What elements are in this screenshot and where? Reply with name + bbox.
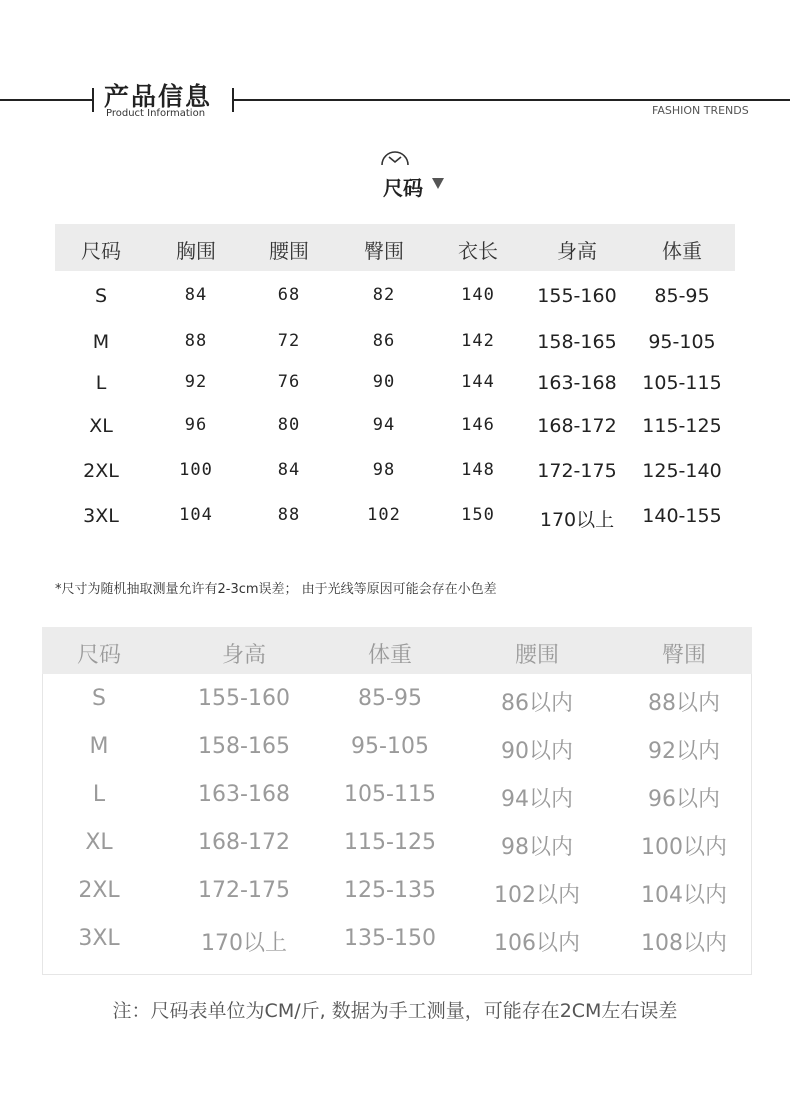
table1-cell: 102 (367, 505, 401, 525)
table2-cell: 125-135 (344, 878, 436, 903)
table1-cell: 84 (184, 285, 208, 305)
table2-cell: 106以内 (494, 931, 580, 956)
table1-cell: 92 (184, 372, 208, 392)
table1-cell: 115-125 (642, 415, 722, 437)
table1-cell: 84 (277, 460, 301, 480)
table1-cell: XL (89, 415, 113, 437)
table2-cell: XL (85, 830, 113, 855)
table2-cell: 90以内 (501, 739, 573, 764)
table2-cell: 2XL (78, 878, 120, 903)
table2-cell: 170以上 (201, 931, 287, 956)
size-heading: 尺码 (383, 176, 423, 200)
table2-cell: 105-115 (344, 782, 436, 807)
table1-cell: 95-105 (648, 331, 716, 353)
table1-header-cell: 体重 (662, 239, 702, 263)
table2-cell: 95-105 (351, 734, 429, 759)
table1-cell: 144 (461, 372, 495, 392)
table1-header-cell: 臀围 (364, 239, 404, 263)
table1-cell: 172-175 (537, 460, 617, 482)
measurement-note: *尺寸为随机抽取测量允许有2-3cm误差； 由于光线等原因可能会存在小色差 (55, 582, 497, 597)
table1-cell: 158-165 (537, 331, 617, 353)
table1-cell: 3XL (83, 505, 119, 527)
table2-cell: 172-175 (198, 878, 290, 903)
table1-cell: 2XL (83, 460, 119, 482)
table1-cell: 96 (184, 415, 208, 435)
table2-cell: 158-165 (198, 734, 290, 759)
table1-cell: L (95, 372, 107, 394)
table1-cell: 85-95 (654, 285, 710, 307)
table1-cell: 140 (461, 285, 495, 305)
table1-header-cell: 胸围 (176, 239, 216, 263)
header-title: 产品信息 (104, 82, 213, 111)
table1-header-cell: 身高 (557, 239, 597, 263)
chevron-down-circle-icon (381, 150, 409, 166)
table2-header-cell: 臀围 (661, 643, 706, 668)
table2-cell: 98以内 (501, 835, 573, 860)
table2-cell: 86以内 (501, 691, 573, 716)
table1-cell: S (94, 285, 108, 307)
table1-cell: 88 (277, 505, 301, 525)
table1-header-cell: 衣长 (458, 239, 498, 263)
table2-cell: 3XL (78, 926, 120, 951)
table1-cell: 76 (277, 372, 301, 392)
table1-cell: 140-155 (642, 505, 722, 527)
table2-cell: 88以内 (648, 691, 720, 716)
table1-cell: 146 (461, 415, 495, 435)
table1-header-cell: 尺码 (81, 239, 121, 263)
table2-cell: 85-95 (358, 686, 422, 711)
table1-cell: 168-172 (537, 415, 617, 437)
table1-cell: 68 (277, 285, 301, 305)
table2-cell: 115-125 (344, 830, 436, 855)
table1-cell: 104 (179, 505, 213, 525)
unit-note: 注：尺码表单位为CM/斤, 数据为手工测量，可能存在2CM左右误差 (112, 1000, 678, 1022)
table1-cell: M (92, 331, 110, 353)
table2-header-cell: 身高 (221, 643, 266, 668)
table2-cell: 100以内 (641, 835, 727, 860)
table1-cell: 94 (372, 415, 396, 435)
table1-cell: 148 (461, 460, 495, 480)
table2-cell: L (92, 782, 106, 807)
table2-cell: 102以内 (494, 883, 580, 908)
header-line-right (234, 99, 790, 101)
table1-cell: 170以上 (539, 509, 615, 531)
header-tagline: FASHION TRENDS (652, 104, 749, 117)
table2-cell: 135-150 (344, 926, 436, 951)
table1-cell: 100 (179, 460, 213, 480)
table1-header-cell: 腰围 (269, 239, 309, 263)
header-subtitle: Product Information (106, 108, 206, 119)
table2-header-cell: 尺码 (76, 643, 121, 668)
table1-cell: 105-115 (642, 372, 722, 394)
table2-cell: 104以内 (641, 883, 727, 908)
table1-cell: 98 (372, 460, 396, 480)
table2-cell: S (92, 686, 106, 711)
table2-cell: 92以内 (648, 739, 720, 764)
table1-cell: 80 (277, 415, 301, 435)
table2-cell: M (89, 734, 109, 759)
table1-cell: 90 (372, 372, 396, 392)
table1-cell: 163-168 (537, 372, 617, 394)
table1-cell: 125-140 (642, 460, 722, 482)
header-line-left (0, 99, 92, 101)
table2-cell: 94以内 (501, 787, 573, 812)
table1-cell: 82 (372, 285, 396, 305)
table2-header-cell: 腰围 (514, 643, 559, 668)
table1-cell: 72 (277, 331, 301, 351)
table2-cell: 155-160 (198, 686, 290, 711)
table1-cell: 88 (184, 331, 208, 351)
table2-header-cell: 体重 (367, 643, 412, 668)
table2-cell: 163-168 (198, 782, 290, 807)
table1-cell: 86 (372, 331, 396, 351)
table1-cell: 150 (461, 505, 495, 525)
header-bracket-left (92, 88, 94, 112)
table2-cell: 168-172 (198, 830, 290, 855)
table2-cell: 108以内 (641, 931, 727, 956)
table2-cell: 96以内 (648, 787, 720, 812)
table1-cell: 155-160 (537, 285, 617, 307)
table1-cell: 142 (461, 331, 495, 351)
triangle-down-icon (432, 178, 444, 189)
